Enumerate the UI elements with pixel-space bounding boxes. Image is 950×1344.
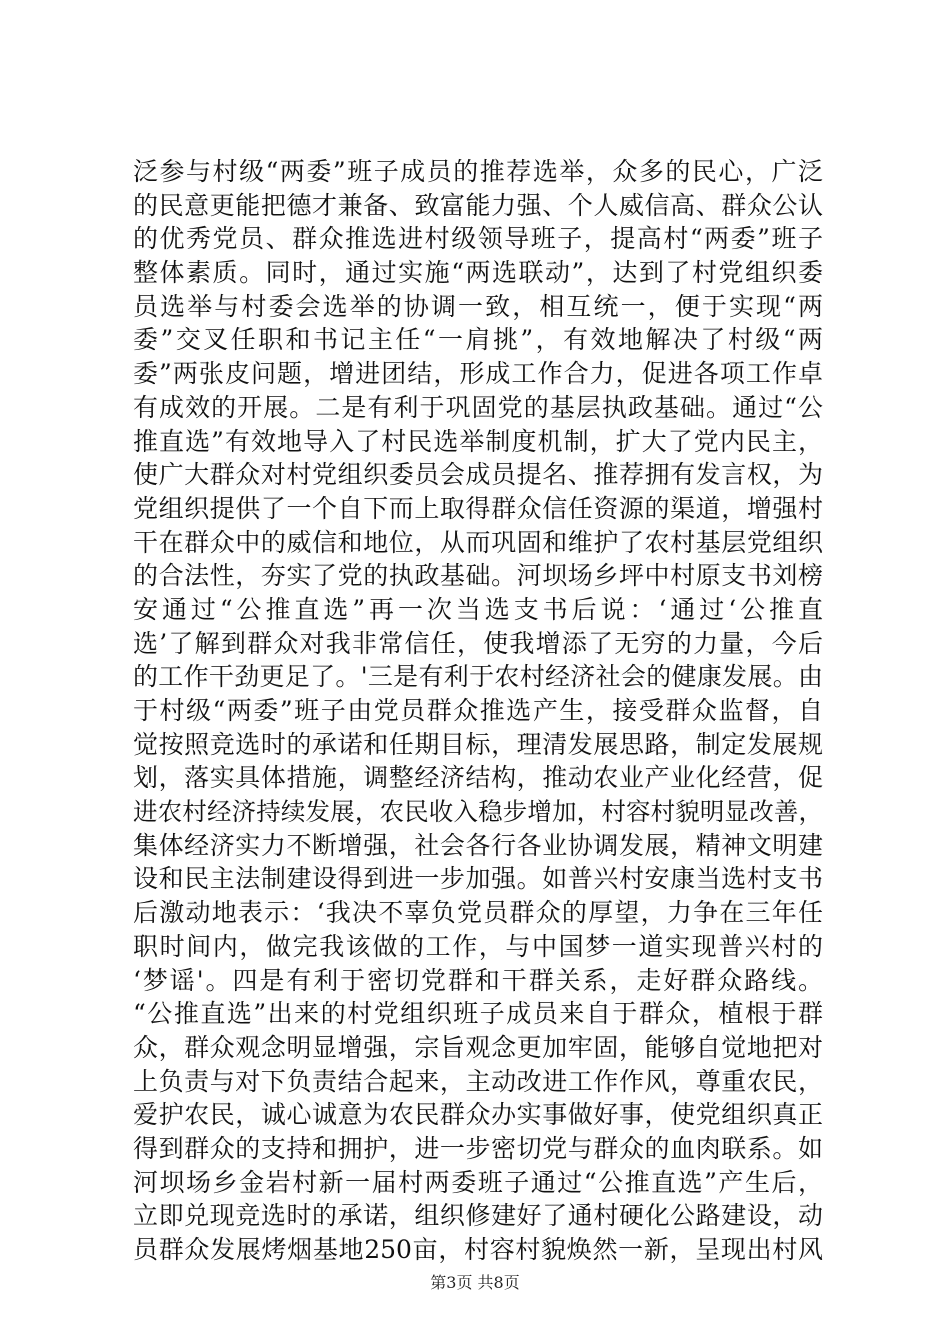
text-line: 整体素质。同时，通过实施“两选联动”，达到了村党组织委 bbox=[133, 258, 823, 288]
text-line: 推直选”有效地导入了村民选举制度机制，扩大了党内民主， bbox=[133, 426, 823, 456]
text-line: 泛参与村级“两委”班子成员的推荐选举，众多的民心，广泛 bbox=[133, 157, 823, 186]
text-line: 划，落实具体措施，调整经济结构，推动农业产业化经营，促 bbox=[133, 763, 823, 793]
text-line: 众，群众观念明显增强，宗旨观念更加牢固，能够自觉地把对 bbox=[133, 1032, 823, 1062]
text-line: 委”交叉任职和书记主任“一肩挑”，有效地解决了村级“两 bbox=[133, 325, 823, 355]
text-line: 于村级“两委”班子由党员群众推选产生，接受群众监督，自 bbox=[133, 696, 823, 725]
text-line: 立即兑现竞选时的承诺，组织修建好了通村硬化公路建设，动 bbox=[133, 1201, 823, 1231]
page-footer: 第3页 共8页 bbox=[430, 1273, 520, 1292]
text-line: 干在群众中的威信和地位，从而巩固和维护了农村基层党组织 bbox=[133, 527, 823, 557]
text-line: 党组织提供了一个自下而上取得群众信任资源的渠道，增强村 bbox=[133, 493, 823, 523]
text-line: 员群众发展烤烟基地250亩，村容村貌焕然一新，呈现出村风 bbox=[133, 1235, 823, 1264]
text-line: 委”两张皮问题，增进团结，形成工作合力，促进各项工作卓 bbox=[133, 359, 823, 389]
text-line: 设和民主法制建设得到进一步加强。如普兴村安康当选村支书 bbox=[133, 864, 823, 894]
text-line: 后激动地表示：‘我决不辜负党员群众的厚望，力争在三年任 bbox=[133, 898, 823, 928]
text-line: “公推直选”出来的村党组织班子成员来自于群众，植根于群 bbox=[133, 999, 823, 1029]
text-line: 集体经济实力不断增强，社会各行各业协调发展，精神文明建 bbox=[133, 830, 823, 860]
text-line: 的合法性，夯实了党的执政基础。河坝场乡坪中村原支书刘榜 bbox=[133, 561, 823, 591]
text-line: 得到群众的支持和拥护，进一步密切党与群众的血肉联系。如 bbox=[133, 1133, 823, 1163]
text-line: 员选举与村委会选举的协调一致，相互统一，便于实现“两 bbox=[133, 291, 823, 321]
text-line: 觉按照竞选时的承诺和任期目标，理清发展思路，制定发展规 bbox=[133, 729, 823, 759]
text-line: 的优秀党员、群众推选进村级领导班子，提高村“两委”班子 bbox=[133, 224, 823, 254]
text-line: 职时间内，做完我该做的工作，与中国梦一道实现普兴村的 bbox=[133, 931, 823, 961]
text-line: 安通过“公推直选”再一次当选支书后说：‘通过‘公推直 bbox=[133, 594, 823, 624]
text-line: 有成效的开展。二是有利于巩固党的基层执政基础。通过“公 bbox=[133, 392, 823, 422]
text-line: ‘梦谣'。四是有利于密切党群和干群关系，走好群众路线。 bbox=[133, 965, 823, 995]
text-line: 上负责与对下负责结合起来，主动改进工作作风，尊重农民， bbox=[133, 1066, 823, 1096]
text-line: 使广大群众对村党组织委员会成员提名、推荐拥有发言权，为 bbox=[133, 460, 823, 490]
text-line: 的工作干劲更足了。'三是有利于农村经济社会的健康发展。由 bbox=[133, 662, 823, 692]
text-line: 进农村经济持续发展，农民收入稳步增加，村容村貌明显改善， bbox=[133, 797, 823, 827]
text-line: 的民意更能把德才兼备、致富能力强、个人威信高、群众公认 bbox=[133, 190, 823, 220]
body-text bbox=[133, 155, 823, 1267]
text-line: 选’了解到群众对我非常信任，使我增添了无穷的力量，今后 bbox=[133, 628, 823, 658]
text-line: 河坝场乡金岩村新一届村两委班子通过“公推直选”产生后， bbox=[133, 1167, 823, 1197]
text-line: 爱护农民，诚心诚意为农民群众办实事做好事，使党组织真正 bbox=[133, 1100, 823, 1130]
